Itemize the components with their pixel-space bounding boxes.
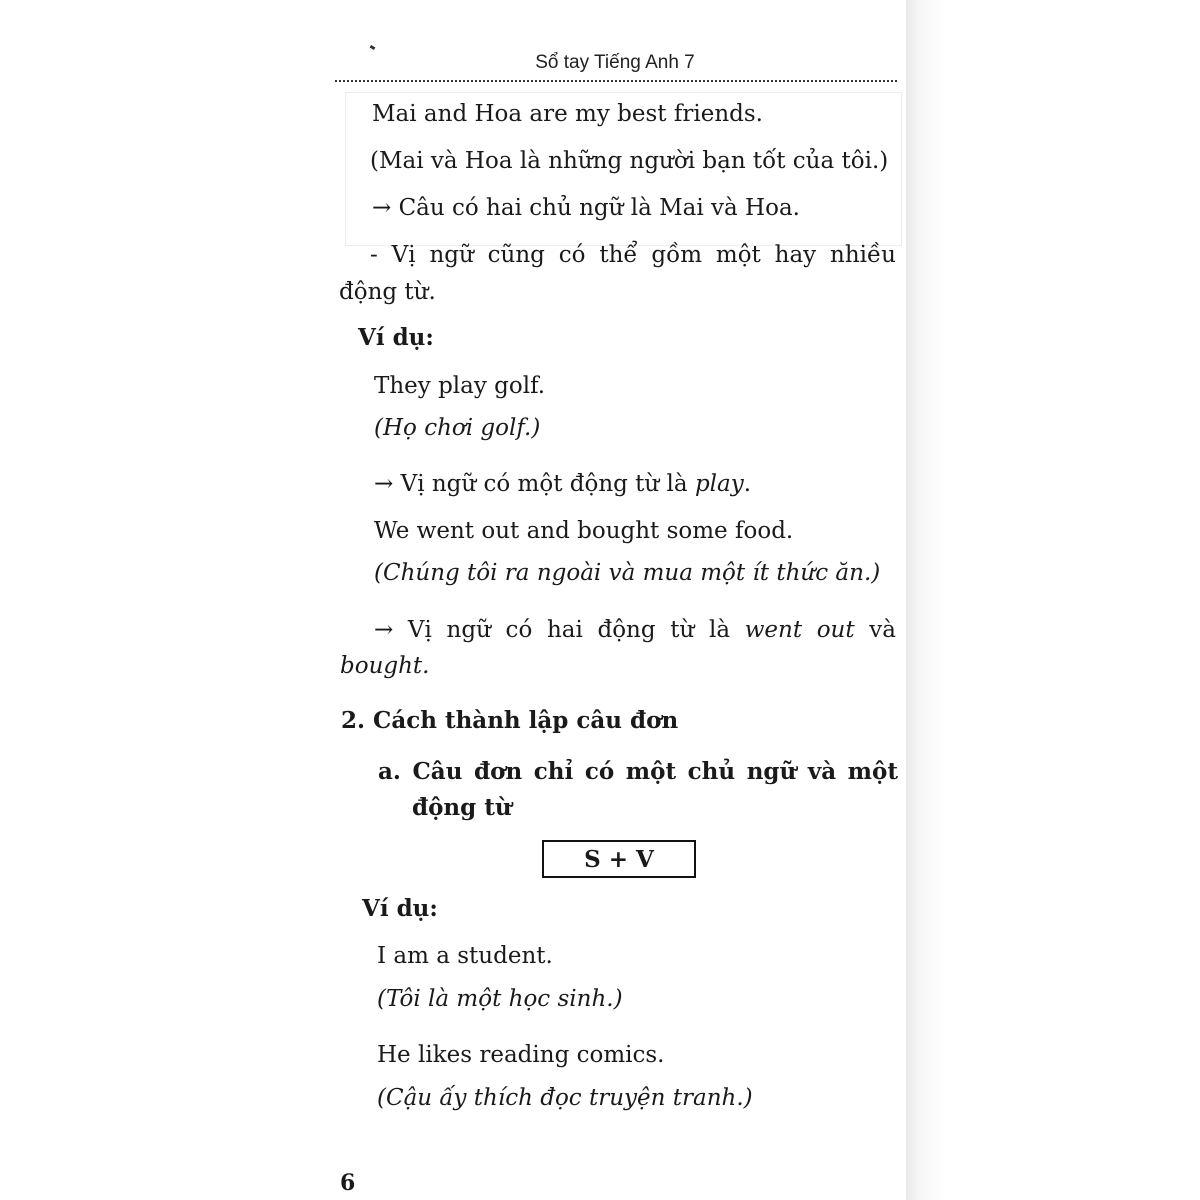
- verb-word: play: [694, 471, 744, 497]
- example-translation: (Chúng tôi ra ngoài và mua một ít thức ăn.): [374, 560, 881, 586]
- example-translation: (Cậu ấy thích đọc truyện tranh.): [377, 1085, 753, 1111]
- example-sentence: I am a student.: [377, 943, 553, 969]
- formula-box: S + V: [542, 840, 696, 878]
- page-edge-shadow: [906, 0, 1200, 1200]
- explanation-text: → Vị ngữ có hai động từ là: [374, 617, 745, 643]
- explanation-line: [374, 615, 896, 645]
- example-sentence: We went out and bought some food.: [374, 518, 794, 544]
- paragraph-line-cont: động từ.: [339, 279, 436, 305]
- paragraph-line: - Vị ngữ cũng có thể gồm một hay nhiều: [370, 242, 896, 268]
- verb-word: bought.: [340, 653, 430, 679]
- subsection-heading: a. Câu đơn chỉ có một chủ ngữ và một: [378, 758, 898, 785]
- verb-word: went out: [744, 617, 855, 643]
- example-heading: Ví dụ:: [362, 895, 438, 922]
- tick-mark: [370, 45, 376, 50]
- explanation-text: → Vị ngữ có một động từ là: [374, 471, 695, 497]
- explanation-line: [374, 469, 751, 499]
- example-sentence: He likes reading comics.: [377, 1042, 665, 1068]
- example-heading: Ví dụ:: [358, 324, 434, 351]
- conjunction: và: [854, 617, 896, 643]
- example-translation: (Tôi là một học sinh.): [377, 986, 623, 1012]
- punctuation: .: [743, 471, 752, 497]
- header-dotted-rule: [335, 80, 897, 82]
- explanation-line: → Câu có hai chủ ngữ là Mai và Hoa.: [372, 195, 800, 221]
- example-sentence: They play golf.: [374, 373, 546, 399]
- section-heading: 2. Cách thành lập câu đơn: [341, 707, 679, 734]
- example-sentence: Mai and Hoa are my best friends.: [372, 101, 763, 127]
- subsection-heading-cont: động từ: [412, 794, 512, 821]
- example-translation: (Họ chơi golf.): [374, 415, 541, 441]
- page-number: 6: [340, 1170, 356, 1196]
- page-header: Sổ tay Tiếng Anh 7: [535, 52, 695, 73]
- example-translation: (Mai và Hoa là những người bạn tốt của tôi.): [370, 148, 889, 174]
